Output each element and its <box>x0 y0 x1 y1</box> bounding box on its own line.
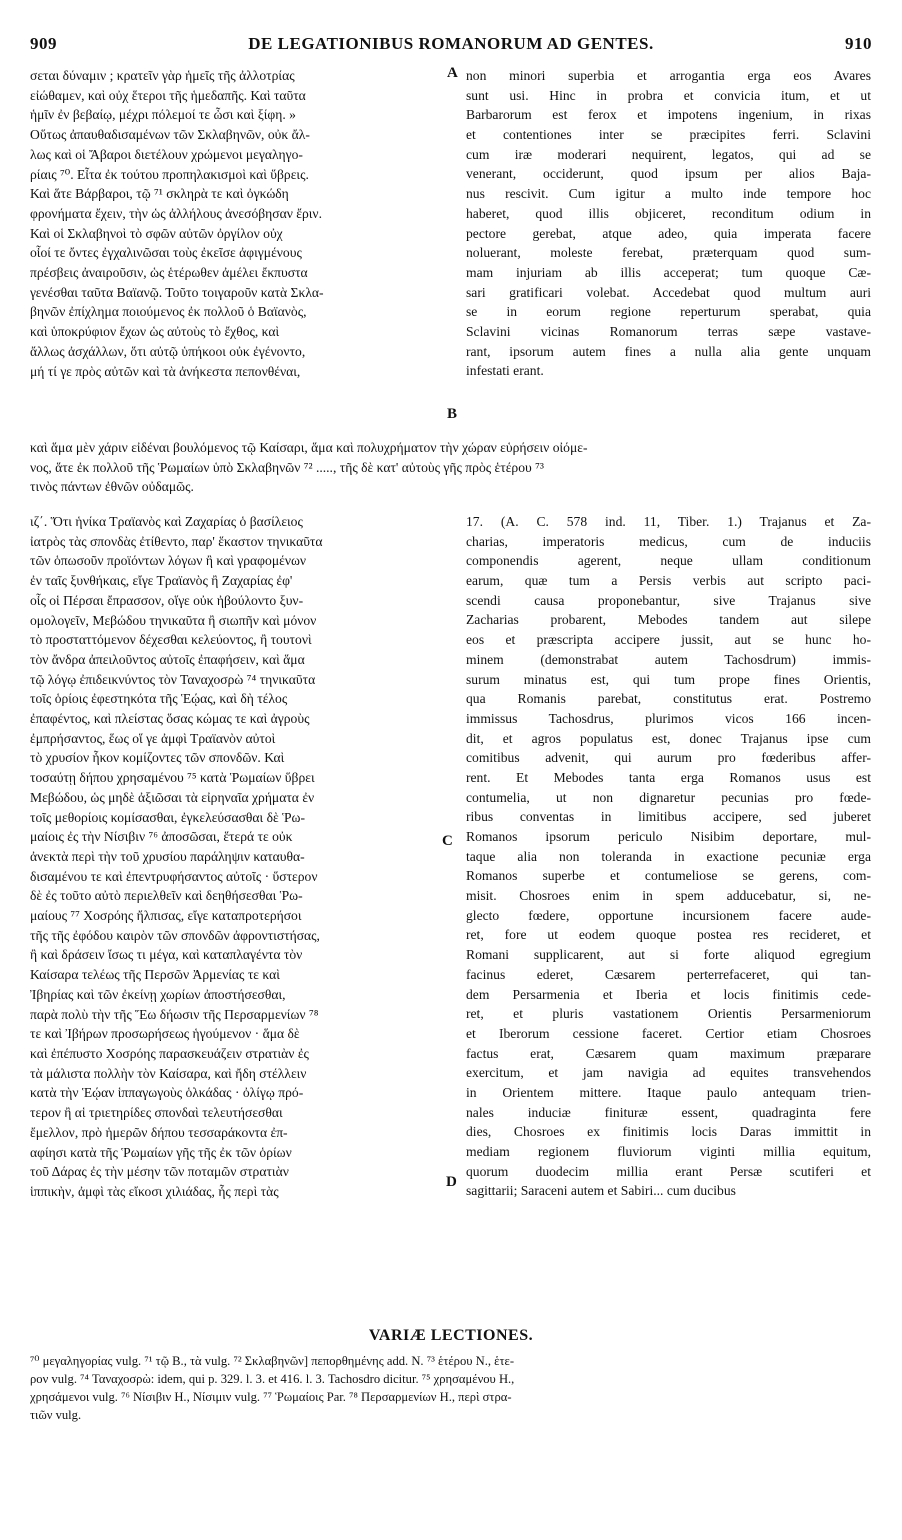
greek-column-top <box>30 66 454 381</box>
greek-line: τὸ προσταττόμενον δέχεσθαι κελεύοντος, ἢ τουτονὶ <box>30 632 312 648</box>
latin-line: scendi causa proponebantur, sive Trajanus sive <box>466 592 871 608</box>
latin-line: nales induciæ finituræ essent, quadraginta fere <box>466 1104 871 1120</box>
latin-line: venerant, occiderunt, quod ipsum per alios Baja- <box>466 166 871 182</box>
latin-line: componendis agerent, neque ullam conditionum <box>466 553 871 569</box>
latin-line: surum minatus est, qui tum prope fines Orientis, <box>466 671 871 687</box>
greek-line: τοσαύτῃ δήπου χρησαμένου ⁷⁵ κατὰ Ῥωμαίων ὕβρει <box>30 770 315 786</box>
greek-line: τοῖς ὁρίοις ἐφεστηκότα τῆς Ἑῴας, καὶ δὴ τέλος <box>30 691 288 707</box>
margin-marker-b: B <box>447 406 458 422</box>
wide-line: νος, ἅτε ἐκ πολλοῦ τῆς Ῥωμαίων ὑπὸ Σκλαβηνῶν ⁷² ....., τῆς δὲ κατ' αὐτοὺς γῆς πρὸς ἑτέρου ⁷³ <box>30 459 544 475</box>
greek-line: ἢ καὶ δράσειν ἴσως τι μέγα, καὶ καταπλαγέντα τὸν <box>30 947 303 963</box>
greek-line: τῷ λόγῳ ἐπιδεικνύντος τὸν Ταναχοσρὼ ⁷⁴ τηνικαῦτα <box>30 671 316 687</box>
latin-line: glecto fœdere, opportune incursionem facere aude- <box>466 907 871 923</box>
greek-line: τοῦ Δάρας ἐς τὴν μέσην τῶν ποταμῶν στρατιὰν <box>30 1164 289 1180</box>
variae-lectiones-notes <box>30 1352 872 1424</box>
greek-line: φρονήματα ἔχειν, τὴν ὡς ἀλλήλους ἀνεσόβησαν ἔριν. <box>30 205 322 221</box>
latin-line: Barbarorum est ferox et impotens ingenium, in rixas <box>466 107 871 123</box>
greek-line: εἰώθαμεν, καὶ οὐχ ἕτεροι τῆς ἡμεδαπῆς. Καὶ ταῦτα <box>30 87 306 103</box>
latin-line: dit, et agros populatus est, donec Trajanus ipse cum <box>466 730 871 746</box>
latin-line: rent. Et Mebodes tanta erga Romanos usus est <box>466 769 871 785</box>
greek-line: καὶ ὑποκρύφιον ἔχων ὡς αὐτοὺς τὸ ἔχθος, καὶ <box>30 324 280 340</box>
latin-line: sunt usi. Hinc in probra et convicia itum, et ut <box>466 87 871 103</box>
latin-line: 17. (A. C. 578 ind. 11, Tiber. 1.) Trajanus et Za- <box>466 514 871 529</box>
greek-line: κατὰ τὴν Ἑῴαν ἱππαγωγοὺς ὁλκάδας · ὀλίγῳ πρό- <box>30 1085 304 1101</box>
latin-line: comitibus advenit, qui aurum pro fœderibus affer- <box>466 750 871 766</box>
greek-line: τὸ χρυσίον ἧκον κομίζοντες τῶν σπονδῶν. Καὶ <box>30 750 285 766</box>
latin-line: Romanos superbe et contumeliose se gerens, com- <box>466 868 871 884</box>
margin-marker-c: C <box>442 833 453 849</box>
latin-line: qua Romanis parebat, constitutus erat. Postremo <box>466 691 871 707</box>
greek-line: ἡμῖν ἐν βεβαίῳ, μέχρι πόλεμοί τε ὦσι καὶ ξίφη. » <box>30 107 296 123</box>
wide-line: τινὸς πάντων ἐθνῶν οὐδαμῶς. <box>30 479 194 495</box>
latin-line: ribus conventas in limitibus accipere, sed juberet <box>466 809 871 825</box>
latin-column-top <box>466 66 871 381</box>
latin-line: rant, ipsorum autem fines a nulla alia gente unquam <box>466 343 871 359</box>
greek-column-section-17 <box>30 512 454 1202</box>
latin-line: haberet, quod illis objiceret, reconditum odium in <box>466 205 871 221</box>
latin-line: dies, Chosroes ex finitimis locis Daras immittit in <box>466 1124 871 1140</box>
latin-line: factus erat, Cæsarem quam maximum præparare <box>466 1045 871 1061</box>
greek-line: πρέσβεις ἀναιροῦσιν, ὡς ἑτέρωθεν ἀμέλει ἔκπυστα <box>30 265 308 281</box>
greek-line: οἷοί τε ὄντες ἐγχαλινῶσαι τοὺς ἐκεῖσε ἀφιγμένους <box>30 245 302 261</box>
latin-line: mediam regionem fluviorum viginti millia equitum, <box>466 1144 871 1159</box>
margin-marker-d: D <box>446 1174 457 1190</box>
latin-line: sagittarii; Saraceni autem et Sabiri... cum ducibus <box>466 1183 736 1199</box>
latin-line: infestati erant. <box>466 363 544 379</box>
note-line: ρον vulg. ⁷⁴ Ταναχοσρὼ: idem, qui p. 329. l. 3. et 416. l. 3. Tachosdro dicitur. ⁷⁵ χρησαμένου H., <box>30 1372 515 1386</box>
greek-line: ἐπαφέντος, καὶ πλείστας ὅσας κώμας τε καὶ ἀγροὺς <box>30 711 310 727</box>
greek-line: τὸν ἄνδρα ἀπειλοῦντος αὐτοῖς ἐπαφήσειν, καὶ ἅμα <box>30 651 305 667</box>
latin-line: cum iræ moderari nequirent, legatos, qui ad se <box>466 146 871 162</box>
latin-line: noluerant, moleste ferebat, præterquam quod sum- <box>466 245 871 261</box>
latin-line: sari gratificari volebat. Accedebat quod multum auri <box>466 284 871 300</box>
greek-line: αφίησι κατὰ τῆς Ῥωμαίων γῆς τῆς ἐκ τῶν ὁρίων <box>30 1144 292 1160</box>
latin-line: pectore gerebat, atque adeo, quia imperata facere <box>466 225 871 241</box>
greek-line: οἷς οἱ Πέρσαι ἔπρασσον, οἵγε οὐκ ἠβούλοντο ξυν- <box>30 592 304 608</box>
greek-line: Οὕτως ἀπαυθαδισαμένων τῶν Σκλαβηνῶν, οὐκ ἄλ- <box>30 127 310 143</box>
latin-line: dem Persarmenia et Iberia et locis finitimis cede- <box>466 986 871 1002</box>
latin-line: ret, et pluris vastationem Orientis Persarmeniorum <box>466 1006 871 1022</box>
greek-line: γενέσθαι ταῦτα Βαϊανῷ. Τοῦτο τοιγαροῦν κατὰ Σκλα- <box>30 284 324 300</box>
latin-line: non minori superbia et arrogantia erga eos Avares <box>466 68 871 83</box>
greek-line: ομολογεῖν, Μεβώδου τηνικαῦτα ἢ σιωπῆν καὶ μόνον <box>30 612 317 628</box>
greek-line: δισαμένου τε καὶ ἐπεντρυφήσαντος αὐτοῖς · ὕστερον <box>30 868 318 884</box>
greek-line: Ἰβηρίας καὶ τῶν ἐκείνῃ χωρίων ἀποστήσεσθαι, <box>30 986 286 1002</box>
latin-line: immissus Tachosdrus, plurimos vicos 166 incen- <box>466 710 871 726</box>
greek-line: ἄλλως ἀσχάλλων, ὅτι αὐτῷ ὑπήκοοι οὐκ ἐγένοντο, <box>30 343 306 359</box>
greek-line: τὰ μάλιστα πολλὴν τὸν Καίσαρα, καὶ ἤδη στέλλειν <box>30 1065 307 1081</box>
note-line: ⁷⁰ μεγαληγορίας vulg. ⁷¹ τῷ B., τὰ vulg. ⁷² Σκλαβηνῶν] πεπορθημένης add. N. ⁷³ ἑτέρου N., ἑτε- <box>30 1354 515 1368</box>
latin-line: et Iberorum cessione faceret. Certior etiam Chosroes <box>466 1025 871 1041</box>
running-title: DE LEGATIONIBUS ROMANORUM AD GENTES. <box>248 34 654 53</box>
latin-line: contumelia, ut non dignaretur pecunias pro fœde- <box>466 789 871 805</box>
spanning-greek-text <box>30 438 870 497</box>
greek-line: ιζ΄. Ὅτι ἡνίκα Τραϊανὸς καὶ Ζαχαρίας ὁ βασίλειος <box>30 514 303 529</box>
greek-line: Καίσαρα τελέως τῆς Περσῶν Ἀρμενίας τε καὶ <box>30 967 280 983</box>
latin-line: facinus ederet, Cæsarem perterrefaceret, qui tan- <box>466 966 871 982</box>
latin-line: charias, imperatoris medicus, cum de induciis <box>466 533 871 549</box>
latin-column-section-17 <box>466 512 871 1201</box>
greek-line: ἔμελλον, πρὸ ἡμερῶν δήπου τεσσαράκοντα ἐπ- <box>30 1124 288 1140</box>
latin-line: Sclavini vicinas Romanorum terras sæpe vastave- <box>466 323 871 339</box>
latin-line: exercitum, et jam navigia ad equites transvehendos <box>466 1065 871 1081</box>
greek-line: μαίους ⁷⁷ Χοσρόης ἤλπισας, εἴγε καταπροτερήσοι <box>30 908 302 924</box>
latin-line: earum, quæ tum a Persis verbis aut scripto paci- <box>466 573 871 589</box>
latin-line: Romanos ipsorum periculo Nisibim deportare, mul- <box>466 829 871 844</box>
latin-line: et contentiones inter se præcipites ferri. Sclavini <box>466 127 871 143</box>
greek-line: Καὶ οἱ Σκλαβηνοὶ τὸ σφῶν αὐτῶν ὀργίλον οὐχ <box>30 225 283 241</box>
latin-line: nus rescivit. Cum igitur a multo inde tempore hoc <box>466 186 871 202</box>
greek-line: ἀνεκτὰ περὶ τὴν τοῦ χρυσίου παράληψιν καταυθα- <box>30 848 305 864</box>
note-line: χρησάμενοι vulg. ⁷⁶ Νίσιβιν H., Νίσιμιν vulg. ⁷⁷ Ῥωμαίοις Par. ⁷⁸ Περσαρμενίων H., περὶ στρα- <box>30 1390 512 1404</box>
latin-line: minem (demonstrabat autem Tachosdrum) immis- <box>466 651 871 667</box>
greek-line: τε καὶ Ἰβήρων προσωρήσεως ἡγούμενον · ἅμα δὲ <box>30 1026 300 1042</box>
latin-line: ret, fore ut eodem quoque postea res recideret, et <box>466 927 871 943</box>
latin-line: mam injuriam ab illis acceperat; tum quoque Cæ- <box>466 264 871 280</box>
greek-line: Μεβώδου, ὡς μηδὲ ἀξιῶσαι τὰ εἰρηναῖα χρήματα ἐν <box>30 789 315 805</box>
latin-line: taque alia non toleranda in exactione pecuniæ erga <box>466 848 871 864</box>
greek-line: ἰατρὸς τὰς σπονδὰς ἐτίθεντο, παρ' ἕκαστον τηνικαῦτα <box>30 533 323 549</box>
latin-line: Zacharias probarent, Mebodes tandem aut sileре <box>466 612 871 628</box>
latin-line: se in eorum regione reperturum sperabat, quia <box>466 304 871 320</box>
greek-line: Καὶ ἅτε Βάρβαροι, τῷ ⁷¹ σκληρὰ τε καὶ ὀγκώδη <box>30 186 289 202</box>
greek-line: καὶ ἐπέπυστο Χοσρόης παρασκευάζειν στρατιὰν ἐς <box>30 1045 309 1061</box>
greek-line: τῶν ὁπωσοῦν προϊόντων λόγων ἢ καὶ γραφομένων <box>30 553 307 569</box>
greek-line: ἐμπρήσαντος, ἕως οἵ γε ἀμφὶ Τραϊανὸν αὐτοὶ <box>30 730 276 746</box>
latin-line: misit. Chosroes enim in spem adducebatur, si, ne- <box>466 888 871 904</box>
page-number-right: 910 <box>845 34 872 53</box>
greek-line: ἱππικὴν, ἀμφὶ τὰς εἴκοσι χιλιάδας, ἧς περὶ τὰς <box>30 1183 279 1199</box>
greek-line: βηνῶν ἐπίχλημα ποιούμενος ἐκ πολλοῦ ὁ Βαϊανὸς, <box>30 304 307 320</box>
margin-marker-a: A <box>447 65 458 81</box>
greek-line: μή τί γε πρὸς αὐτῶν καὶ τὰ ἀνήκεστα πεπονθέναι, <box>30 363 301 379</box>
latin-line: Romani supplicarent, aut si forte aliquod egregium <box>466 947 871 963</box>
page-number-left: 909 <box>30 34 57 53</box>
latin-line: eos et præscripta accipere jussit, aut se hunc ho- <box>466 632 871 648</box>
greek-line: σεται δύναμιν ; κρατεῖν γὰρ ἡμεῖς τῆς ἀλλοτρίας <box>30 68 295 83</box>
wide-line: καὶ ἅμα μὲν χάριν εἰδέναι βουλόμενος τῷ Καίσαρι, ἅμα καὶ πολυχρήματον τὴν χώραν εὑρήσειν οἰόμε- <box>30 440 588 455</box>
page-header <box>30 34 872 62</box>
greek-line: παρὰ πολὺ τὴν τῆς Ἕω δήωσιν τῆς Περσαρμενίων ⁷⁸ <box>30 1006 319 1022</box>
greek-line: ἐν ταῖς ξυνθήκαις, εἴγε Τραϊανὸς ἢ Ζαχαρίας ἐφ' <box>30 573 293 589</box>
latin-line: in Orientem mittere. Itaque paulo antequam trien- <box>466 1084 871 1100</box>
greek-line: τοῖς μεθορίοις κομίσασθαι, ἐγκελεύσασθαι δὲ Ῥω- <box>30 809 306 825</box>
greek-line: μαίοις ἐς τὴν Νίσιβιν ⁷⁶ ἀποσῶσαι, ἕτερά τε οὐκ <box>30 829 293 845</box>
greek-line: δὲ ἐς τοῦτο αὐτὸ περιελθεῖν καὶ δεηθήσεσθαι Ῥω- <box>30 888 303 904</box>
latin-line: quorum duodecim millia erant Persæ scutiferi et <box>466 1163 871 1179</box>
greek-line: τῆς τῆς ἐφόδου καιρὸν τῶν σπονδῶν ἀφροντιστήσας, <box>30 927 320 943</box>
greek-line: τερον ἢ αἱ τριετηρίδες σπονδαὶ τελευτήσεσθαι <box>30 1105 283 1121</box>
greek-line: ρίαις ⁷⁰. Εἶτα ἐκ τούτου προπηλακισμοὶ καὶ ὕβρεις. <box>30 166 309 182</box>
greek-line: λως καὶ οἱ Ἄβαροι διετέλουν χρώμενοι μεγαληγο- <box>30 146 303 162</box>
note-line: τιῶν vulg. <box>30 1408 82 1422</box>
variae-lectiones-heading: VARIÆ LECTIONES. <box>368 1327 534 1344</box>
